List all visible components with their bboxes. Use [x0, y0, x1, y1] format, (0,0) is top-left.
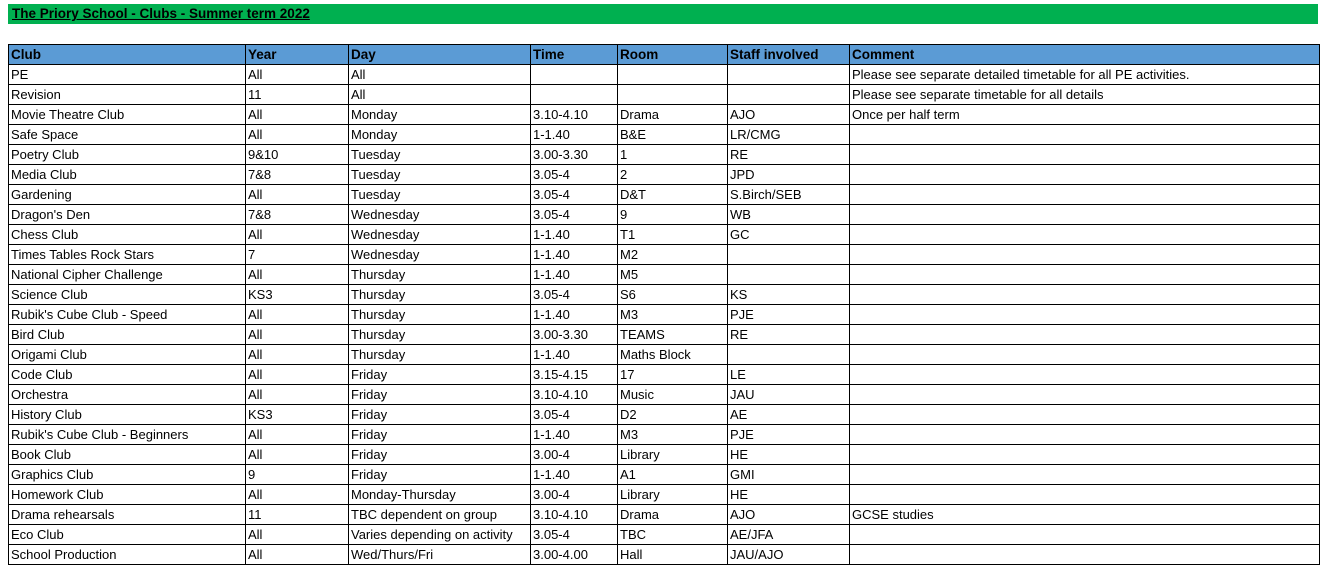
- cell-year: All: [246, 445, 349, 465]
- cell-room: D&T: [618, 185, 728, 205]
- cell-day: All: [349, 85, 531, 105]
- cell-comment: [850, 325, 1320, 345]
- table-body: [9, 65, 1320, 565]
- cell-room: D2: [618, 405, 728, 425]
- cell-day: Thursday: [349, 285, 531, 305]
- table-row: [9, 265, 1320, 285]
- cell-staff: LR/CMG: [728, 125, 850, 145]
- cell-room: Hall: [618, 545, 728, 565]
- cell-comment: [850, 425, 1320, 445]
- cell-year: All: [246, 325, 349, 345]
- cell-comment: [850, 465, 1320, 485]
- cell-time: 3.10-4.10: [531, 105, 618, 125]
- cell-room: S6: [618, 285, 728, 305]
- cell-room: TEAMS: [618, 325, 728, 345]
- cell-club: PE: [9, 65, 246, 85]
- table-row: [9, 325, 1320, 345]
- cell-time: 3.05-4: [531, 185, 618, 205]
- cell-club: Revision: [9, 85, 246, 105]
- table-row: [9, 345, 1320, 365]
- cell-year: All: [246, 525, 349, 545]
- cell-club: Gardening: [9, 185, 246, 205]
- cell-year: 7: [246, 245, 349, 265]
- cell-year: All: [246, 485, 349, 505]
- cell-year: All: [246, 385, 349, 405]
- cell-room: 9: [618, 205, 728, 225]
- cell-staff: [728, 65, 850, 85]
- header-club: Club: [9, 45, 246, 65]
- cell-room: Drama: [618, 105, 728, 125]
- table-row: [9, 365, 1320, 385]
- cell-staff: JAU: [728, 385, 850, 405]
- cell-year: All: [246, 545, 349, 565]
- table-row: [9, 105, 1320, 125]
- header-year: Year: [246, 45, 349, 65]
- cell-comment: [850, 285, 1320, 305]
- cell-room: M5: [618, 265, 728, 285]
- title-bar: [8, 4, 1318, 24]
- cell-club: Bird Club: [9, 325, 246, 345]
- cell-comment: Once per half term: [850, 105, 1320, 125]
- cell-time: 1-1.40: [531, 305, 618, 325]
- cell-year: All: [246, 225, 349, 245]
- cell-comment: [850, 365, 1320, 385]
- page-title: The Priory School - Clubs - Summer term 2022: [12, 6, 310, 21]
- table-row: [9, 465, 1320, 485]
- cell-club: Eco Club: [9, 525, 246, 545]
- cell-year: All: [246, 105, 349, 125]
- cell-day: Wed/Thurs/Fri: [349, 545, 531, 565]
- cell-day: Thursday: [349, 325, 531, 345]
- cell-time: 1-1.40: [531, 265, 618, 285]
- cell-day: Friday: [349, 465, 531, 485]
- cell-comment: [850, 125, 1320, 145]
- table-row: [9, 485, 1320, 505]
- cell-room: Music: [618, 385, 728, 405]
- cell-year: All: [246, 265, 349, 285]
- cell-day: TBC dependent on group: [349, 505, 531, 525]
- cell-day: Tuesday: [349, 185, 531, 205]
- table-row: [9, 445, 1320, 465]
- table-row: [9, 145, 1320, 165]
- cell-comment: [850, 445, 1320, 465]
- cell-staff: GMI: [728, 465, 850, 485]
- cell-comment: GCSE studies: [850, 505, 1320, 525]
- table-row: [9, 205, 1320, 225]
- cell-staff: RE: [728, 145, 850, 165]
- cell-day: Wednesday: [349, 225, 531, 245]
- header-comment: Comment: [850, 45, 1320, 65]
- cell-club: Code Club: [9, 365, 246, 385]
- cell-year: 7&8: [246, 165, 349, 185]
- cell-day: Friday: [349, 425, 531, 445]
- cell-day: Tuesday: [349, 145, 531, 165]
- cell-time: 1-1.40: [531, 245, 618, 265]
- cell-year: All: [246, 345, 349, 365]
- table-row: [9, 305, 1320, 325]
- cell-time: 3.10-4.10: [531, 385, 618, 405]
- cell-comment: Please see separate timetable for all details: [850, 85, 1320, 105]
- cell-comment: [850, 185, 1320, 205]
- cell-time: 3.00-4: [531, 445, 618, 465]
- cell-year: All: [246, 365, 349, 385]
- table-row: [9, 245, 1320, 265]
- cell-club: Homework Club: [9, 485, 246, 505]
- cell-staff: HE: [728, 445, 850, 465]
- table-row: [9, 545, 1320, 565]
- cell-day: Monday: [349, 105, 531, 125]
- cell-time: 1-1.40: [531, 345, 618, 365]
- table-row: [9, 85, 1320, 105]
- cell-time: 1-1.40: [531, 465, 618, 485]
- cell-club: Drama rehearsals: [9, 505, 246, 525]
- cell-day: All: [349, 65, 531, 85]
- cell-comment: [850, 205, 1320, 225]
- header-room: Room: [618, 45, 728, 65]
- cell-club: Orchestra: [9, 385, 246, 405]
- cell-year: 11: [246, 85, 349, 105]
- cell-year: All: [246, 125, 349, 145]
- cell-room: M2: [618, 245, 728, 265]
- cell-club: Safe Space: [9, 125, 246, 145]
- cell-club: Book Club: [9, 445, 246, 465]
- cell-time: 1-1.40: [531, 125, 618, 145]
- cell-time: 1-1.40: [531, 225, 618, 245]
- cell-time: 3.05-4: [531, 205, 618, 225]
- cell-club: Science Club: [9, 285, 246, 305]
- cell-day: Thursday: [349, 345, 531, 365]
- cell-room: 1: [618, 145, 728, 165]
- cell-comment: [850, 345, 1320, 365]
- cell-staff: S.Birch/SEB: [728, 185, 850, 205]
- cell-club: Poetry Club: [9, 145, 246, 165]
- cell-room: Library: [618, 445, 728, 465]
- cell-staff: [728, 245, 850, 265]
- cell-comment: Please see separate detailed timetable for all PE activities.: [850, 65, 1320, 85]
- table-row: [9, 405, 1320, 425]
- cell-time: 3.00-3.30: [531, 325, 618, 345]
- cell-staff: JPD: [728, 165, 850, 185]
- cell-year: 9: [246, 465, 349, 485]
- cell-comment: [850, 145, 1320, 165]
- table-row: [9, 65, 1320, 85]
- cell-room: A1: [618, 465, 728, 485]
- cell-year: All: [246, 425, 349, 445]
- cell-staff: PJE: [728, 425, 850, 445]
- cell-club: Movie Theatre Club: [9, 105, 246, 125]
- cell-staff: RE: [728, 325, 850, 345]
- cell-staff: AE/JFA: [728, 525, 850, 545]
- cell-club: Rubik's Cube Club - Speed: [9, 305, 246, 325]
- cell-club: Dragon's Den: [9, 205, 246, 225]
- cell-staff: [728, 345, 850, 365]
- cell-club: Graphics Club: [9, 465, 246, 485]
- cell-day: Tuesday: [349, 165, 531, 185]
- cell-year: KS3: [246, 405, 349, 425]
- table-row: [9, 185, 1320, 205]
- table-row: [9, 385, 1320, 405]
- cell-room: Library: [618, 485, 728, 505]
- cell-comment: [850, 545, 1320, 565]
- cell-comment: [850, 225, 1320, 245]
- cell-day: Friday: [349, 385, 531, 405]
- cell-staff: AJO: [728, 505, 850, 525]
- cell-year: KS3: [246, 285, 349, 305]
- cell-club: Chess Club: [9, 225, 246, 245]
- cell-staff: [728, 85, 850, 105]
- cell-year: All: [246, 185, 349, 205]
- cell-comment: [850, 385, 1320, 405]
- cell-staff: GC: [728, 225, 850, 245]
- cell-staff: AJO: [728, 105, 850, 125]
- table-row: [9, 525, 1320, 545]
- cell-comment: [850, 305, 1320, 325]
- table-row: [9, 505, 1320, 525]
- table-row: [9, 165, 1320, 185]
- table-row: [9, 125, 1320, 145]
- cell-comment: [850, 245, 1320, 265]
- cell-room: M3: [618, 305, 728, 325]
- cell-staff: KS: [728, 285, 850, 305]
- cell-day: Friday: [349, 405, 531, 425]
- cell-club: Times Tables Rock Stars: [9, 245, 246, 265]
- table-row: [9, 225, 1320, 245]
- cell-year: All: [246, 305, 349, 325]
- table-row: [9, 425, 1320, 445]
- cell-year: All: [246, 65, 349, 85]
- cell-time: 3.05-4: [531, 165, 618, 185]
- cell-club: National Cipher Challenge: [9, 265, 246, 285]
- cell-club: History Club: [9, 405, 246, 425]
- cell-day: Friday: [349, 445, 531, 465]
- cell-day: Wednesday: [349, 205, 531, 225]
- cell-time: 3.05-4: [531, 405, 618, 425]
- cell-day: Varies depending on activity: [349, 525, 531, 545]
- cell-comment: [850, 485, 1320, 505]
- cell-year: 9&10: [246, 145, 349, 165]
- cell-time: 3.05-4: [531, 285, 618, 305]
- cell-room: 17: [618, 365, 728, 385]
- cell-comment: [850, 405, 1320, 425]
- cell-staff: AE: [728, 405, 850, 425]
- cell-time: 3.00-4.00: [531, 545, 618, 565]
- cell-comment: [850, 265, 1320, 285]
- cell-room: M3: [618, 425, 728, 445]
- cell-room: T1: [618, 225, 728, 245]
- cell-club: Media Club: [9, 165, 246, 185]
- cell-room: [618, 85, 728, 105]
- cell-time: 3.15-4.15: [531, 365, 618, 385]
- cell-room: TBC: [618, 525, 728, 545]
- cell-room: [618, 65, 728, 85]
- cell-day: Monday: [349, 125, 531, 145]
- cell-day: Friday: [349, 365, 531, 385]
- cell-room: B&E: [618, 125, 728, 145]
- cell-club: Origami Club: [9, 345, 246, 365]
- cell-club: Rubik's Cube Club - Beginners: [9, 425, 246, 445]
- cell-day: Thursday: [349, 305, 531, 325]
- table-header-row: [9, 45, 1320, 65]
- clubs-table: [8, 44, 1320, 565]
- cell-staff: LE: [728, 365, 850, 385]
- header-staff-involved: Staff involved: [728, 45, 850, 65]
- cell-time: 3.00-3.30: [531, 145, 618, 165]
- table-row: [9, 285, 1320, 305]
- cell-day: Monday-Thursday: [349, 485, 531, 505]
- cell-staff: JAU/AJO: [728, 545, 850, 565]
- cell-club: School Production: [9, 545, 246, 565]
- cell-time: 1-1.40: [531, 425, 618, 445]
- cell-time: [531, 85, 618, 105]
- cell-time: [531, 65, 618, 85]
- cell-room: Maths Block: [618, 345, 728, 365]
- cell-time: 3.00-4: [531, 485, 618, 505]
- cell-room: Drama: [618, 505, 728, 525]
- cell-day: Thursday: [349, 265, 531, 285]
- cell-room: 2: [618, 165, 728, 185]
- cell-time: 3.05-4: [531, 525, 618, 545]
- header-time: Time: [531, 45, 618, 65]
- cell-time: 3.10-4.10: [531, 505, 618, 525]
- cell-staff: HE: [728, 485, 850, 505]
- cell-year: 11: [246, 505, 349, 525]
- cell-staff: [728, 265, 850, 285]
- cell-comment: [850, 525, 1320, 545]
- cell-day: Wednesday: [349, 245, 531, 265]
- cell-staff: WB: [728, 205, 850, 225]
- header-day: Day: [349, 45, 531, 65]
- cell-year: 7&8: [246, 205, 349, 225]
- cell-staff: PJE: [728, 305, 850, 325]
- cell-comment: [850, 165, 1320, 185]
